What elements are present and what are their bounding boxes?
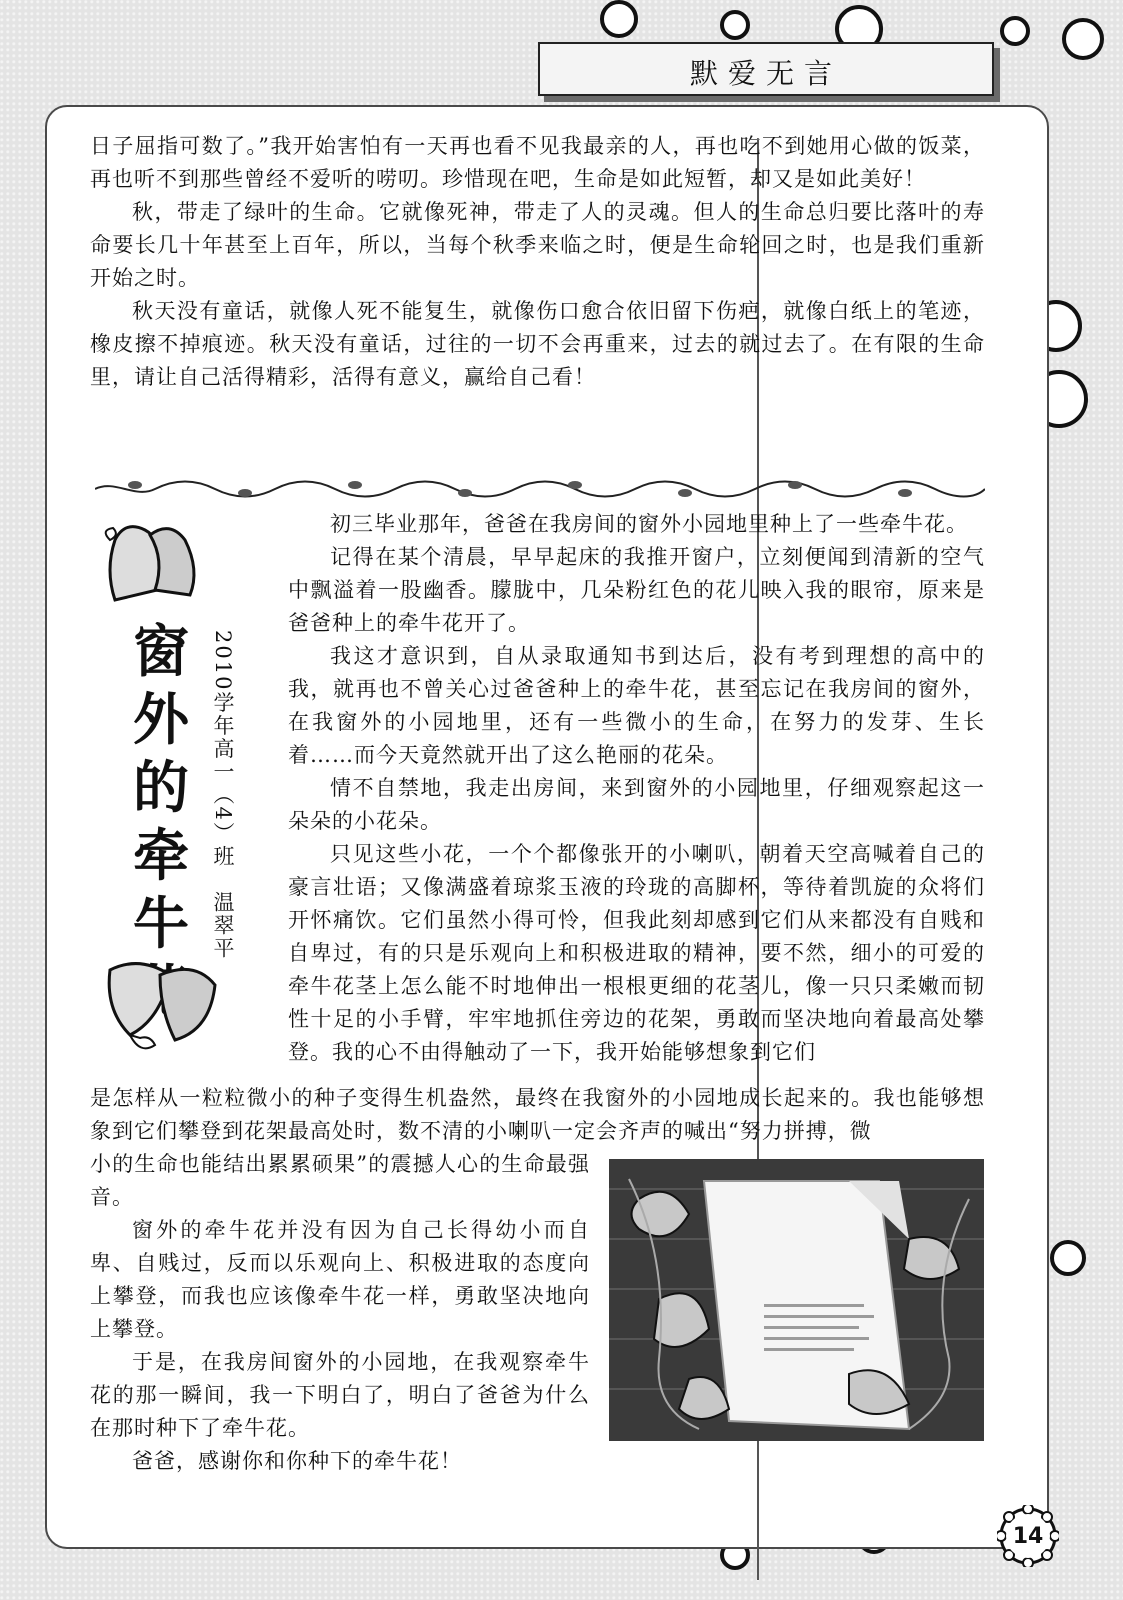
ornamental-divider [95,476,985,502]
paragraph: 是怎样从一粒粒微小的种子变得生机盎然，最终在我窗外的小园地成长起来的。我也能够想象到它们攀登到花架最高处时，数不清的小喇叭一定会齐声的喊出“努力拼搏，微 [90,1086,985,1143]
article-full-width-text [90,1082,985,1148]
title-char: 外 [133,687,189,753]
morning-glory-photo [609,1159,984,1441]
paragraph: 秋天没有童话，就像人死不能复生，就像伤口愈合依旧留下伤疤，就像白纸上的笔迹，橡皮擦不掉痕迹。秋天没有童话，过往的一切不会再重来，过去的就过去了。在有限的生命里，请让自己活得精彩，活得有意义，赢给自己看！ [90,299,985,389]
decorative-circle [1062,18,1104,60]
bell-flower-icon [100,950,225,1060]
bell-flower-icon [95,510,205,610]
paragraph: 窗外的牵牛花并没有因为自己长得幼小而自卑、自贱过，反而以乐观向上、积极进取的态度向上攀登，而我也应该像牵牛花一样，勇敢坚决地向上攀登。 [90,1218,590,1341]
page-number: 14 [1012,1524,1044,1549]
article-right-text [288,508,985,1069]
section-header [538,42,994,96]
paragraph: 记得在某个清晨，早早起床的我推开窗户，立刻便闻到清新的空气中飘溢着一股幽香。朦胧中，几朵粉红色的花儿映入我的眼帘，原来是爸爸种上的牵牛花开了。 [288,545,985,635]
decorative-circle [720,10,750,40]
author-byline: 2010学年高一（4）班 温翠平 [211,630,235,960]
title-char: 牵 [133,823,189,889]
page-number-badge [997,1505,1059,1567]
section-title: 默爱无言 [689,57,842,90]
paragraph: 只见这些小花，一个个都像张开的小喇叭，朝着天空高喊着自己的豪言壮语；又像满盛着琼浆玉液的玲珑的高脚杯，等待着凯旋的众将们开怀痛饮。它们虽然小得可怜，但我此刻却感到它们从来都没有自贱和自卑过，有的只是乐观向上和积极进取的精神，要不然，细小的可爱的牵牛花茎上怎么能不时地伸出一根根更细的花茎儿，像一只只柔嫩而韧性十足的小手臂，牢牢地抓住旁边的花架，勇敢而坚决地向着最高处攀登。我的心不由得触动了一下，我开始能够想象到它们 [288,842,985,1064]
article-left-text [90,1148,590,1478]
paragraph: 秋，带走了绿叶的生命。它就像死神，带走了人的灵魂。但人的生命总归要比落叶的寿命要长几十年甚至上百年，所以，当每个秋季来临之时，便是生命轮回之时，也是我们重新开始之时。 [90,200,985,290]
paragraph: 日子屈指可数了。”我开始害怕有一天再也看不见我最亲的人，再也吃不到她用心做的饭菜，再也听不到那些曾经不爱听的唠叨。珍惜现在吧，生命是如此短暂，却又是如此美好！ [90,134,985,191]
decorative-circle [1000,16,1030,46]
top-text [90,130,985,394]
paragraph: 小的生命也能结出累累硕果”的震撼人心的生命最强音。 [90,1152,590,1209]
title-char: 牛 [133,891,189,957]
title-char: 的 [133,755,189,821]
paragraph: 我这才意识到，自从录取通知书到达后，没有考到理想的高中的我，就再也不曾关心过爸爸种上的牵牛花，甚至忘记在我房间的窗外，在我窗外的小园地里，还有一些微小的生命，在努力的发芽、生长着……而今天竟然就开出了这么艳丽的花朵。 [288,644,985,767]
article-title-block [95,510,285,1070]
decorative-circle [600,0,638,38]
paragraph: 于是，在我房间窗外的小园地，在我观察牵牛花的那一瞬间，我一下明白了，明白了爸爸为什么在那时种下了牵牛花。 [90,1350,590,1440]
title-char: 窗 [133,619,189,685]
paragraph: 初三毕业那年，爸爸在我房间的窗外小园地里种上了一些牵牛花。 [330,512,968,536]
decorative-circle [1050,1240,1086,1276]
paragraph: 爸爸，感谢你和你种下的牵牛花！ [132,1449,462,1473]
paragraph: 情不自禁地，我走出房间，来到窗外的小园地里，仔细观察起这一朵朵的小花朵。 [288,776,985,833]
